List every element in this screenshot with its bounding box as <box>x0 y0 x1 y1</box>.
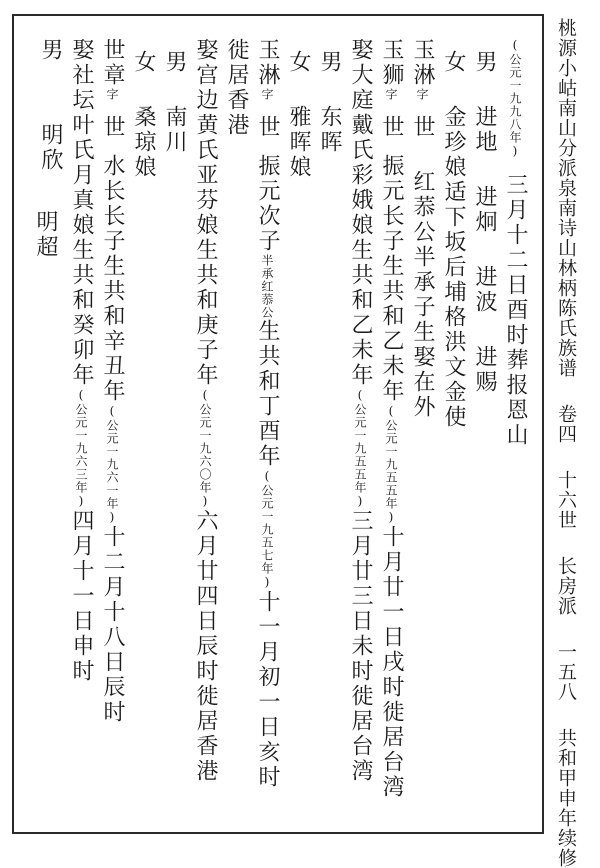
text-column-12: 男南川 <box>162 50 187 155</box>
page-number: 一五八 <box>555 642 577 702</box>
text-column-7: 男东晖 <box>317 50 342 155</box>
branch-label: 长房派 <box>555 556 577 616</box>
text-column-15: 娶社坛叶氏月真娘生共和癸卯年(公元一九六三年)四月十一日申时 <box>69 38 94 684</box>
text-column-13: 女桑琼娘 <box>131 50 156 180</box>
text-column-9: 玉淋字世振元次子半承红菾公生共和丁酉年(公元一九五七年)十一月初一日亥时 <box>255 38 280 790</box>
text-column-16: 男明欣 <box>38 38 63 173</box>
edition-label: 共和甲申年续修 <box>555 728 577 868</box>
text-column-3: 女金珍娘适下坂后埔格洪文金使 <box>441 50 466 430</box>
book-title: 桃源小岵南山分派泉南诗山林柄陈氏族谱 <box>555 18 577 378</box>
generation-label: 十六世 <box>555 470 577 530</box>
text-column-14: 世章字世水长长子生共和辛丑年(公元一九六一年)十二月十八日辰时 <box>100 38 125 725</box>
volume-label: 卷四 <box>555 404 577 444</box>
text-column-11: 娶宫边黄氏亚芬娘生共和庚子年(公元一九六〇年)六月廿四日辰时徙居香港 <box>193 38 218 784</box>
text-column-6: 娶大庭戴氏彩娥娘生共和乙未年(公元一九五五年)三月廿三日未时徙居台湾 <box>348 38 373 784</box>
text-column-10: 徙居香港 <box>224 38 249 138</box>
text-column-2: 男进地进炯进波进赐 <box>472 50 497 395</box>
page-header <box>556 18 575 868</box>
text-column-1: (公元一九九八年)三月十二日酉时葬报恩山 <box>503 38 528 448</box>
text-column-8: 女雅晖娘 <box>286 50 311 180</box>
text-column-4: 玉淋字世红菾公半承子生娶在外 <box>410 38 435 420</box>
text-column-17-text: 明超 <box>33 210 58 260</box>
text-column-5: 玉狮字世振元长子生共和乙未年(公元一九五五年)十月廿一日戌时徙居台湾 <box>379 38 404 800</box>
